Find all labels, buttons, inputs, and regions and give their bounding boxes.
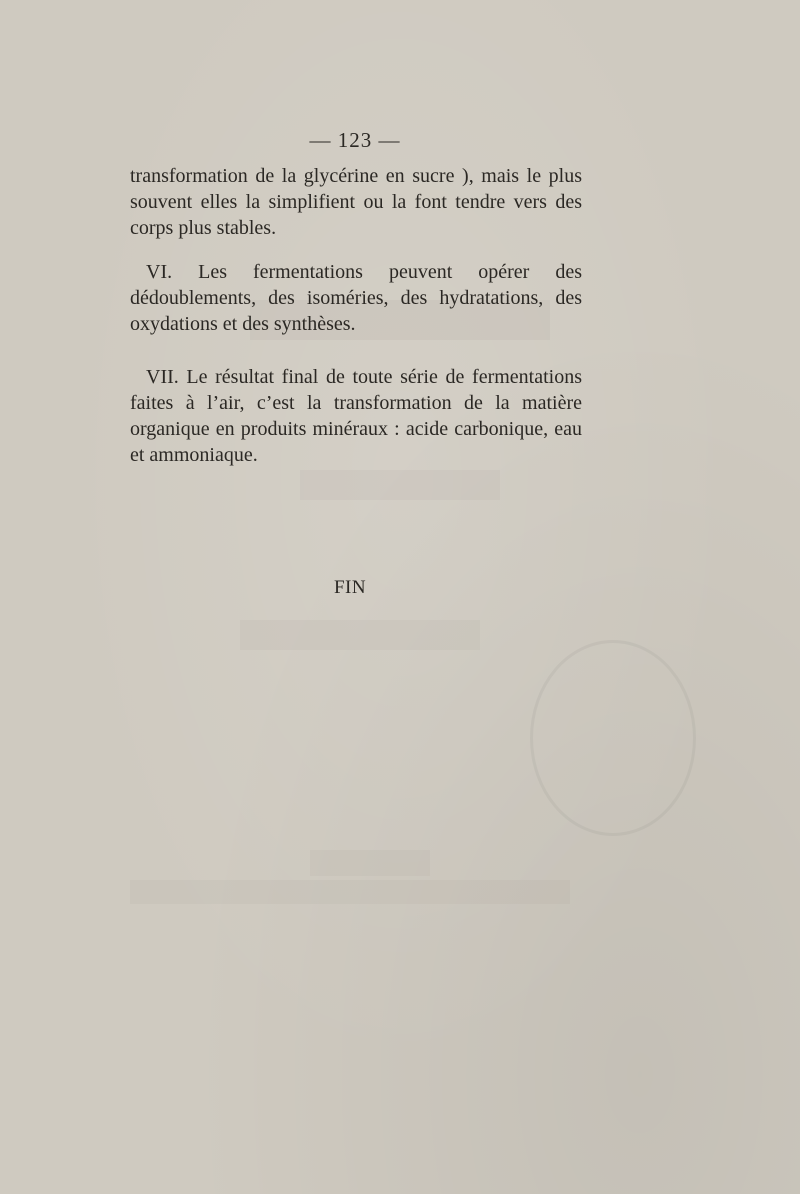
paragraph-conclusion-vii: VII. Le résultat final de toute série de fermentations faites à l’air, c’est la transformation de la matière organique en produits minéraux : acide carbonique, eau et ammoniaque. xyxy=(130,366,582,466)
end-marker: FIN xyxy=(333,577,367,598)
bleed-through-band xyxy=(300,470,500,500)
bleed-through-band xyxy=(130,880,570,904)
bleed-through-band xyxy=(310,850,430,876)
bleed-through-band xyxy=(240,620,480,650)
bleed-through-stamp xyxy=(530,640,696,836)
paragraph-conclusion-vi: VI. Les fermentations peuvent opérer des dédoublements, des isoméries, des hydratations, des oxydations et des synthèses. xyxy=(130,261,582,335)
paragraph-continuation: transformation de la glycérine en sucre ), mais le plus souvent elles la simplifient ou la font tendre vers des corps plus stables. xyxy=(130,165,582,239)
page-number: — 123 — xyxy=(309,128,401,152)
